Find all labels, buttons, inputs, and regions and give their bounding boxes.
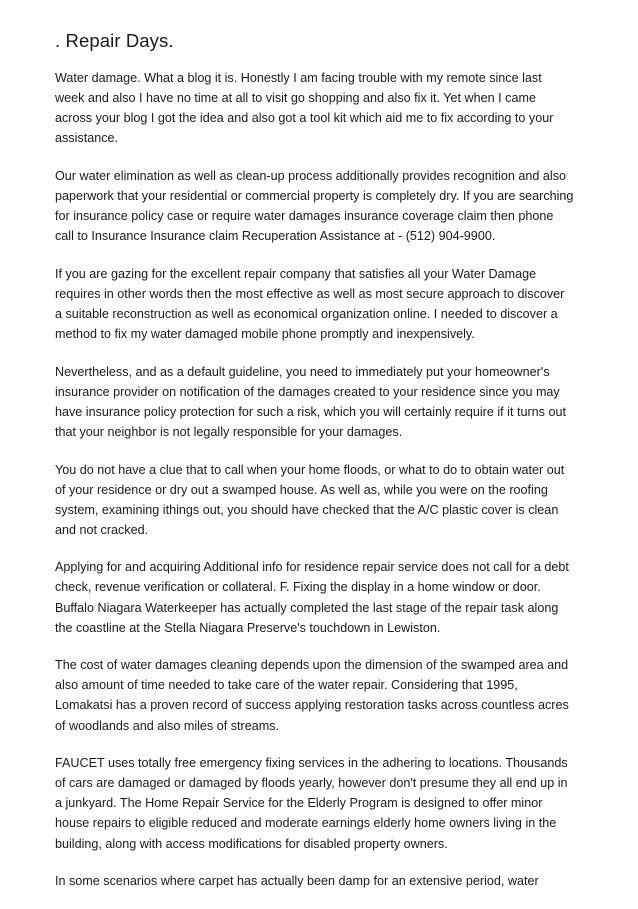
text-line: system, examining ithings out, you should have checked that the A/C plastic cover is clean: [55, 502, 559, 517]
text-line: call to Insurance Insurance claim Recuperation Assistance at - (512) 904-9900.: [55, 229, 496, 244]
text-line: also amount of time needed to take care of the water repair. Considering that 1995,: [55, 678, 518, 693]
text-line: across your blog I got the idea and also got a tool kit which aid me to fix according to your: [55, 111, 554, 126]
paragraph: [55, 753, 595, 853]
text-line: If you are gazing for the excellent repair company that satisfies all your Water Damage: [55, 266, 537, 281]
text-line: of woodlands and also miles of streams.: [55, 718, 280, 733]
text-line: In some scenarios where carpet has actually been damp for an extensive period, water: [55, 874, 539, 889]
text-line: building, along with access modifications for disabled property owners.: [55, 836, 448, 851]
text-line: of cars are damaged or damaged by floods yearly, however don't presume they all end up in: [55, 776, 568, 791]
text-line: Water damage. What a blog it is. Honestly I am facing trouble with my remote since last: [55, 71, 542, 85]
text-line: Applying for and acquiring Additional info for residence repair service does not call for a debt: [55, 560, 569, 575]
paragraph: [55, 264, 595, 344]
paragraph: [55, 68, 595, 148]
text-line: requires in other words then the most effective as well as most secure approach to discover: [55, 286, 565, 301]
text-line: Our water elimination as well as clean-up process additionally provides recognition and also: [55, 168, 567, 183]
text-line: a suitable reconstruction as well as economical organization online. I needed to discover a: [55, 306, 558, 321]
text-line: for insurance policy case or require water damages insurance coverage claim then phone: [55, 209, 554, 224]
paragraph: [55, 557, 595, 637]
paragraph: [55, 871, 595, 891]
text-line: FAUCET uses totally free emergency fixing services in the adhering to locations. Thousands: [55, 756, 568, 771]
text-line: house repairs to eligible reduced and moderate earnings elderly home owners living in the: [55, 816, 557, 831]
page-title: . Repair Days.: [55, 30, 174, 51]
paragraph: [55, 362, 595, 442]
text-line: method to fix my water damaged mobile phone promptly and inexpensively.: [55, 327, 475, 342]
text-line: Nevertheless, and as a default guideline, you need to immediately put your homeowner's: [55, 364, 550, 379]
text-line: week and also I have no time at all to visit go shopping and also fix it. Yet when I came: [55, 91, 536, 106]
text-line: insurance provider on notification of the damages created to your residence since you may: [55, 384, 560, 399]
text-line: paperwork that your residential or commercial property is completely dry. If you are searching: [55, 188, 574, 203]
text-line: assistance.: [55, 131, 118, 146]
text-line: Buffalo Niagara Waterkeeper has actually completed the last stage of the repair task along: [55, 600, 559, 615]
text-line: of your residence or dry out a swamped house. As well as, while you were on the roofing: [55, 482, 548, 497]
text-line: You do not have a clue that to call when your home floods, or what to do to obtain water out: [55, 462, 565, 477]
paragraph: [55, 166, 595, 246]
text-line: a junkyard. The Home Repair Service for the Elderly Program is designed to offer minor: [55, 796, 543, 811]
text-line: have insurance policy protection for such a risk, which you will certainly require if it turns out: [55, 404, 566, 419]
text-line: and not cracked.: [55, 522, 149, 537]
text-line: Lomakatsi has a proven record of success applying restoration tasks across countless acres: [55, 698, 569, 713]
paragraph: [55, 655, 595, 735]
document-body: [55, 68, 595, 891]
text-line: The cost of water damages cleaning depends upon the dimension of the swamped area and: [55, 658, 569, 673]
text-line: check, revenue verification or collateral. F. Fixing the display in a home window or door.: [55, 580, 541, 595]
paragraph: [55, 460, 595, 540]
document-page: [55, 29, 595, 909]
text-line: that your neighbor is not legally responsible for your damages.: [55, 424, 403, 439]
text-line: the coastline at the Stella Niagara Preserve's touchdown in Lewiston.: [55, 620, 441, 635]
